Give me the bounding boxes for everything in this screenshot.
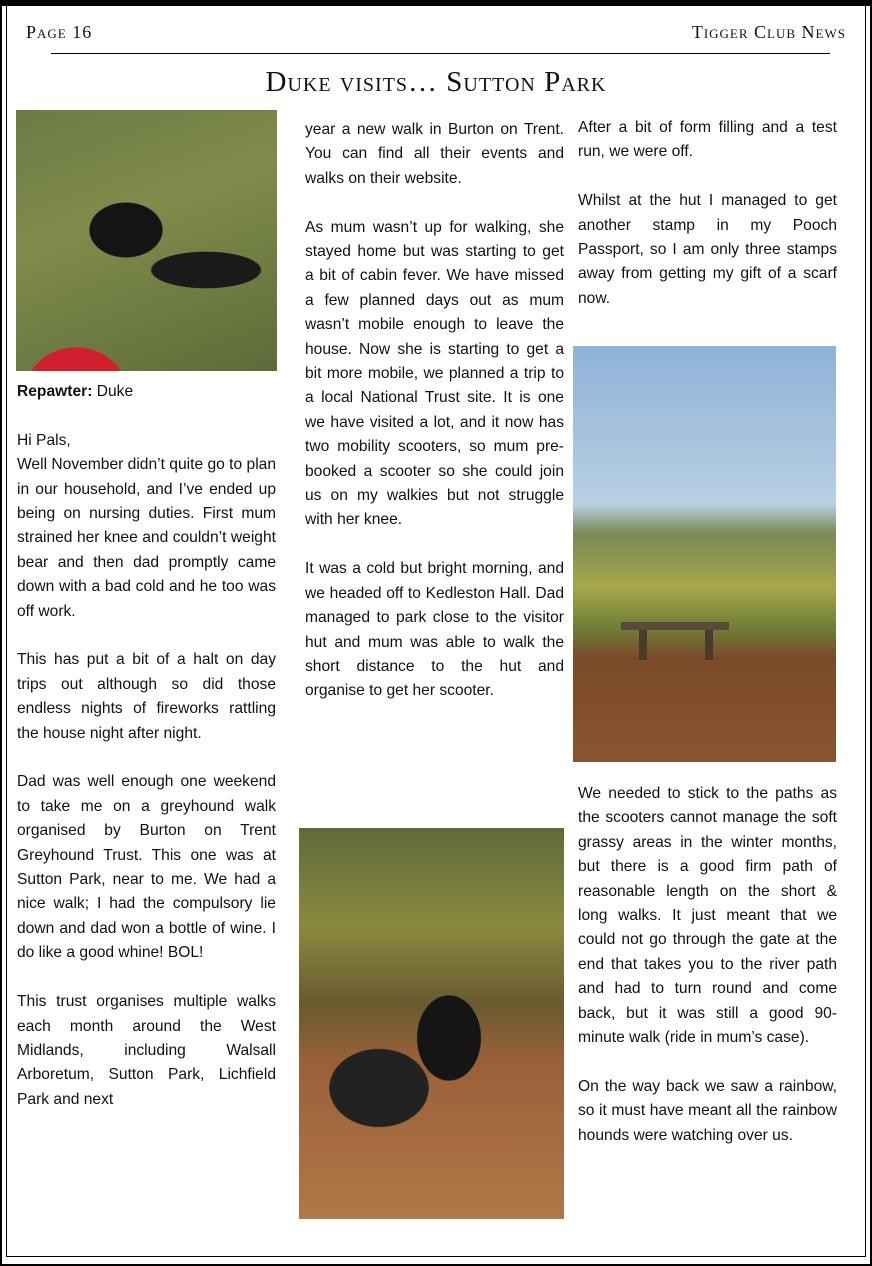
header-rule	[51, 53, 830, 54]
paragraph: year a new walk in Burton on Trent. You can find all their events and walks on their website.	[305, 121, 564, 187]
bench	[621, 622, 729, 630]
paragraph: On the way back we saw a rainbow, so it must have meant all the rainbow hounds were watching over us.	[578, 1077, 837, 1144]
page-number: Page 16	[26, 22, 93, 42]
photo-kedleston-park-bench	[573, 346, 836, 762]
paragraph: We needed to stick to the paths as the scooters cannot manage the soft grassy areas in the winter months, but there is a good firm path of reasonable length on the short & long walks. It just meant that we could not go through the gate at the end that takes you to the river path and had to turn round and come back, but it was still a good 90-minute walk (ride in mum’s case).	[578, 785, 837, 1047]
photo-duke-greyhound	[16, 110, 277, 371]
article-title: Duke visits… Sutton Park	[265, 66, 607, 98]
column-1	[17, 380, 276, 1137]
paragraph: As mum wasn’t up for walking, she stayed home but was starting to get a bit of cabin fever. We have missed a few planned days out as mum wasn’t mobile enough to leave the house. Now she is starting to get a bit more mobile, we planned a trip to a local National Trust site. It is one we have visited a lot, and it now has two mobility scooters, so mum pre-booked a scooter so she could join us on my walkies but not struggle with her knee.	[305, 218, 564, 529]
column-2	[305, 118, 564, 728]
paragraph: Whilst at the hut I managed to get another stamp in my Pooch Passport, so I am only three stamps away from getting my gift of a scarf now.	[578, 192, 837, 307]
column-3-bottom	[578, 782, 837, 1172]
paragraph: Hi Pals,	[17, 431, 71, 449]
paragraph: This trust organises multiple walks each month around the West Midlands, including Walsall Arboretum, Sutton Park, Lichfield Park and next	[17, 993, 276, 1108]
paragraph: Dad was well enough one weekend to take me on a greyhound walk organised by Burton on Trent Greyhound Trust. This one was at Sutton Park, near to me. We had a nice walk; I had the compulsory lie down and dad won a bottle of wine. I do like a good whine! BOL!	[17, 773, 276, 962]
paragraph: This has put a bit of a halt on day trips out although so did those endless nights of fireworks rattling the house night after night.	[17, 651, 276, 742]
byline-name: Duke	[96, 383, 134, 400]
bench-leg	[639, 630, 647, 660]
bench-leg	[705, 630, 713, 660]
column-3-top	[578, 116, 837, 336]
paragraph: It was a cold but bright morning, and we headed off to Kedleston Hall. Dad managed to park close to the visitor hut and mum was able to walk the short distance to the hut and organise to get her scooter.	[305, 560, 564, 700]
publication-name: Tigger Club News	[691, 22, 846, 42]
byline	[17, 380, 276, 404]
photo-mum-on-scooter	[299, 828, 564, 1219]
paragraph: Well November didn’t quite go to plan in our household, and I’ve ended up being on nursing duties. First mum strained her knee and couldn’t weight bear and then dad promptly came down with a bad cold and he too was off work.	[17, 456, 276, 620]
paragraph: After a bit of form filling and a test run, we were off.	[578, 119, 837, 161]
byline-label: Repawter:	[17, 383, 93, 400]
